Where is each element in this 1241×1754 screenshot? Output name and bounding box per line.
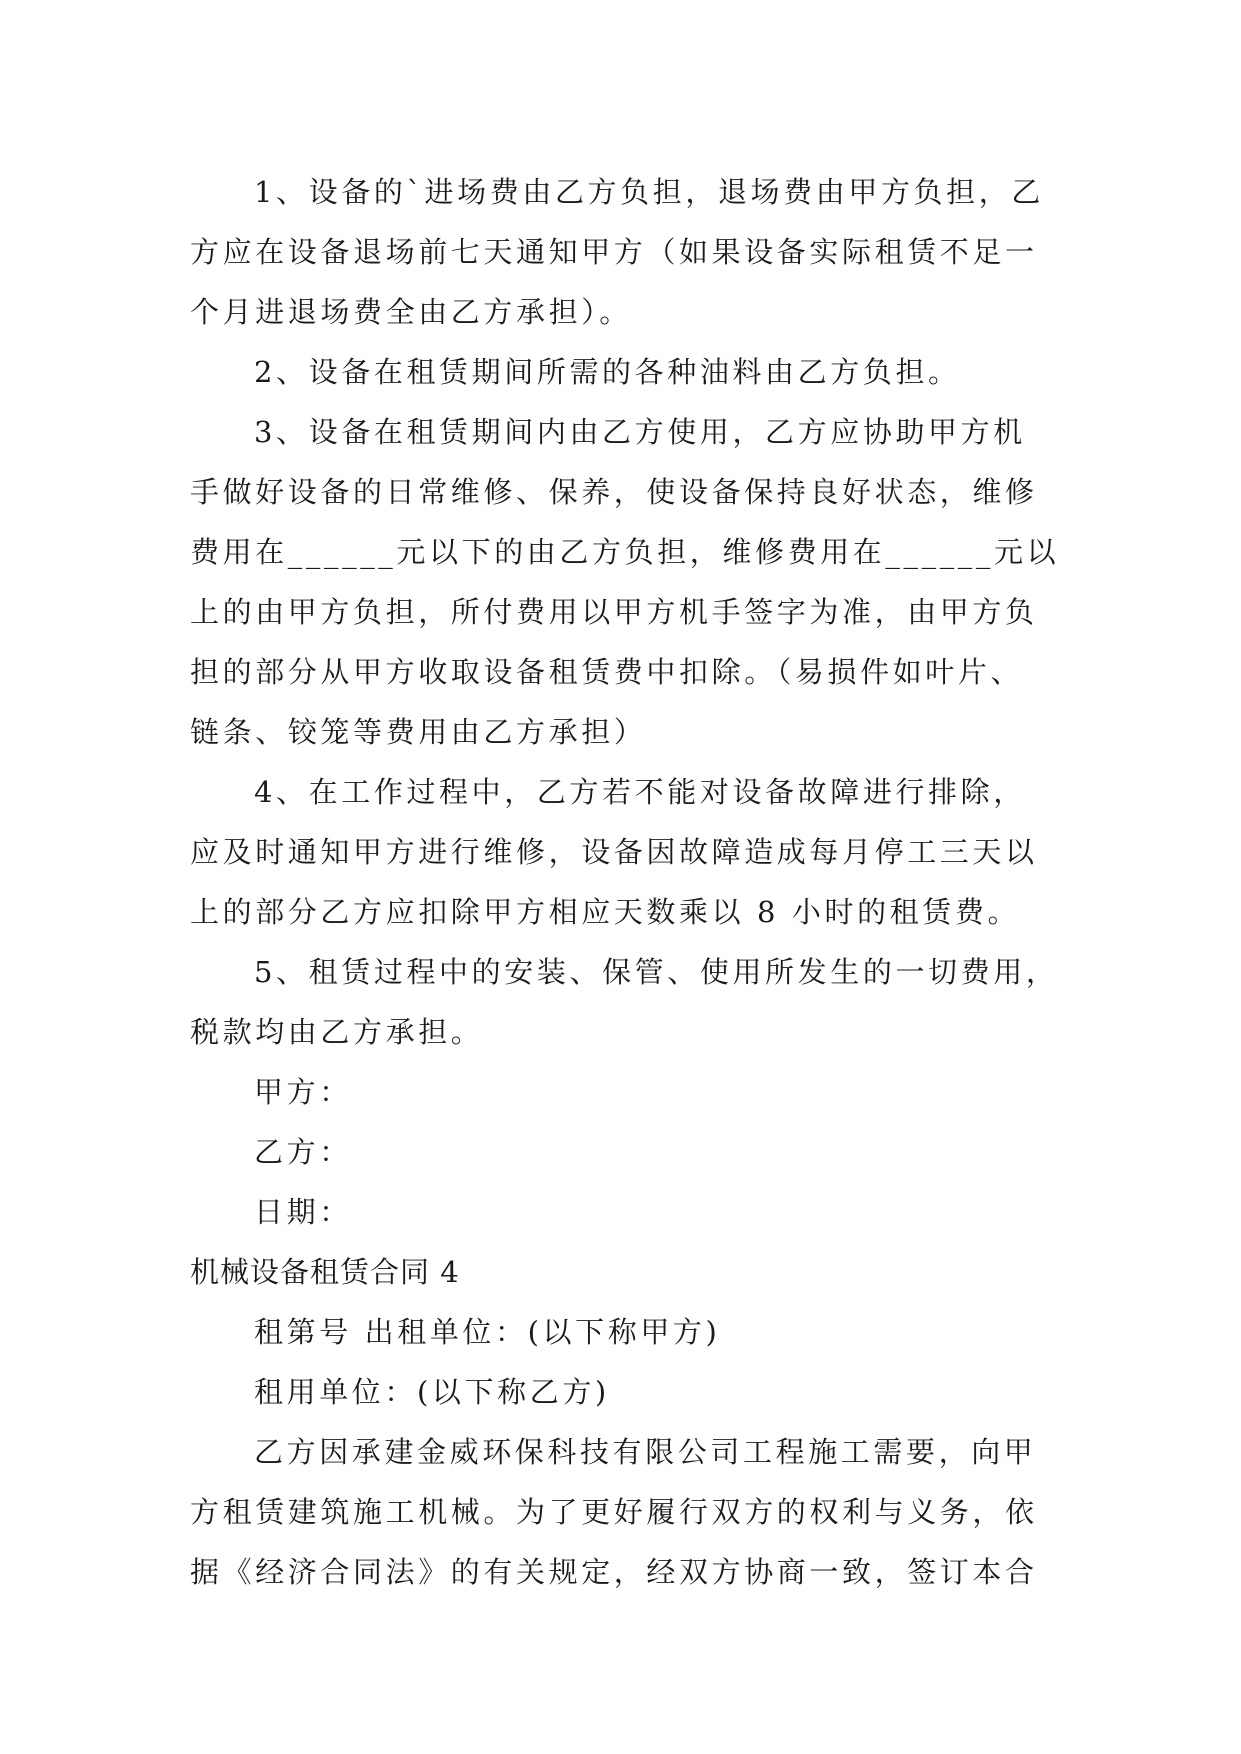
preamble-line-3: 据《经济合同法》的有关规定，经双方协商一致，签订本合 <box>190 1555 1038 1589</box>
clause-3-line-5: 担的部分从甲方收取设备租赁费中扣除。（易损件如叶片、 <box>190 655 1024 689</box>
clause-2-line-1: 2、设备在租赁期间所需的各种油料由乙方负担。 <box>254 355 961 389</box>
date-label: 日期： <box>254 1195 352 1229</box>
preamble-line-2: 方租赁建筑施工机械。为了更好履行双方的权利与义务，依 <box>190 1495 1038 1529</box>
document-body <box>190 162 1060 1602</box>
clause-3-line-2: 手做好设备的日常维修、保养，使设备保持良好状态，维修 <box>190 475 1038 509</box>
clause-1-line-3: 个月进退场费全由乙方承担）。 <box>190 295 632 329</box>
clause-4-line-2: 应及时通知甲方进行维修，设备因故障造成每月停工三天以 <box>190 835 1038 869</box>
contract-4-title: 机械设备租赁合同 4 <box>190 1255 460 1289</box>
party-a-signature-label: 甲方： <box>254 1075 352 1109</box>
clause-4-line-1: 4、在工作过程中，乙方若不能对设备故障进行排除， <box>254 775 1026 809</box>
clause-5-line-1: 5、租赁过程中的安装、保管、使用所发生的一切费用， <box>254 955 1059 989</box>
preamble-line-1: 乙方因承建金威环保科技有限公司工程施工需要，向甲 <box>254 1435 1037 1469</box>
clause-5-line-2: 税款均由乙方承担。 <box>190 1015 484 1049</box>
clause-3-line-1: 3、设备在租赁期间内由乙方使用，乙方应协助甲方机 <box>254 415 1026 449</box>
clause-1-line-1: 1、设备的`进场费由乙方负担，退场费由甲方负担，乙 <box>254 175 1044 209</box>
clause-3-line-4: 上的由甲方负担，所付费用以甲方机手签字为准，由甲方负 <box>190 595 1038 629</box>
party-b-signature-label: 乙方： <box>254 1135 352 1169</box>
clause-1-line-2: 方应在设备退场前七天通知甲方（如果设备实际租赁不足一 <box>190 235 1038 269</box>
clause-3-line-3: 费用在______元以下的由乙方负担，维修费用在______元以 <box>190 535 1060 569</box>
lessor-line: 租第号 出租单位：(以下称甲方) <box>254 1315 721 1349</box>
clause-4-line-3: 上的部分乙方应扣除甲方相应天数乘以 8 小时的租赁费。 <box>190 895 1021 929</box>
lessee-line: 租用单位：(以下称乙方) <box>254 1375 610 1409</box>
clause-3-line-6: 链条、铰笼等费用由乙方承担） <box>190 715 647 749</box>
